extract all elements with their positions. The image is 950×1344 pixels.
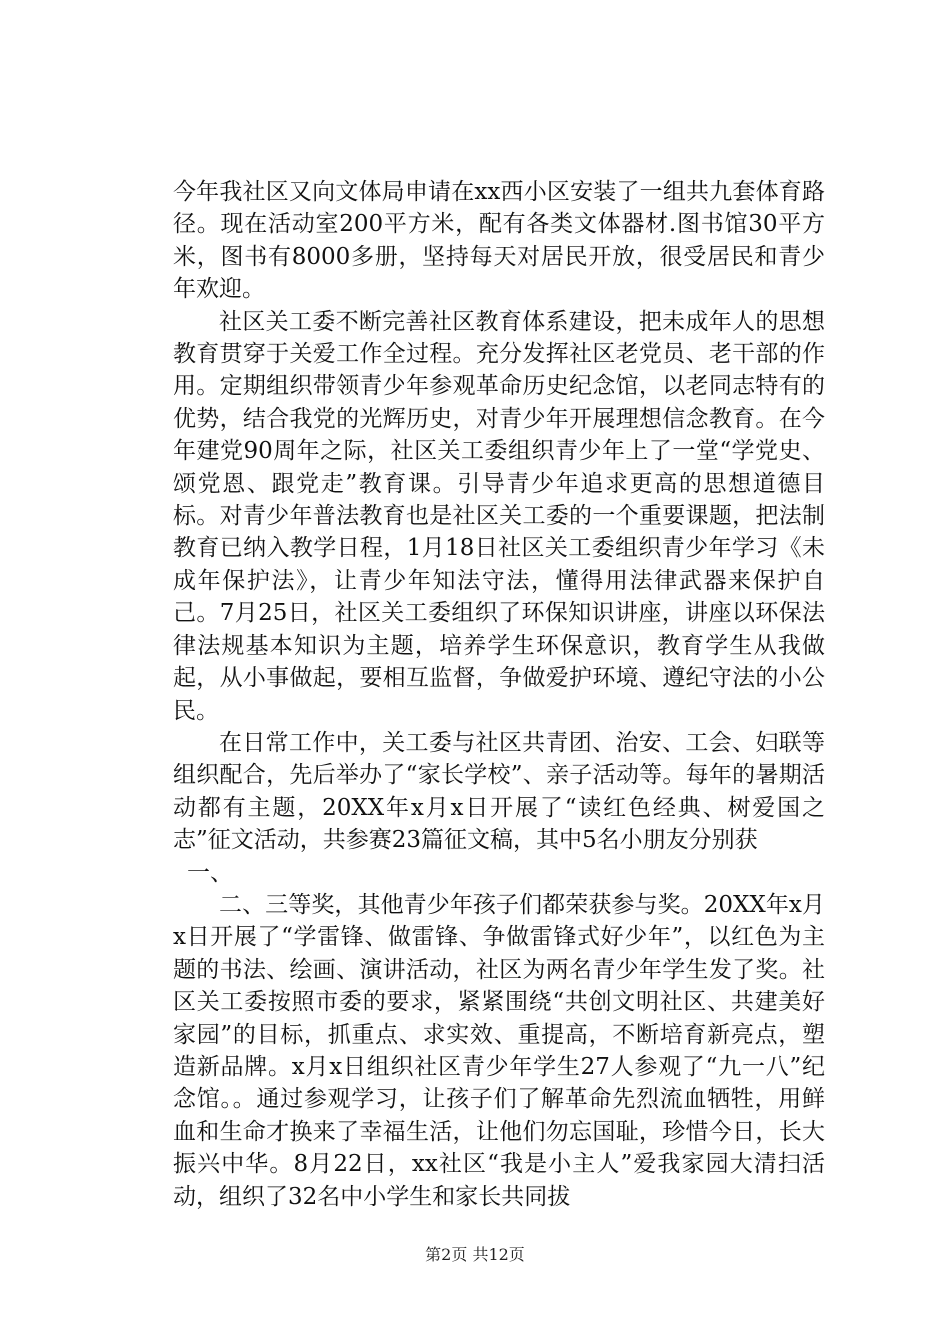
paragraph-2: 社区关工委不断完善社区教育体系建设，把未成年人的思想教育贯穿于关爱工作全过程。充分发挥社区老党员、老干部的作用。定期组织带领青少年参观革命历史纪念馆，以老同志特有的优势，结合我党的光辉历史，对青少年开展理想信念教育。在今年建党90周年之际，社区关工委组织青少年上了一堂“学党史、颂党恩、跟党走”教育课。引导青少年追求更高的思想道德目标。对青少年普法教育也是社区关工委的一个重要课题，把法制教育已纳入教学日程，1月18日社区关工委组织青少年学习《未成年保护法》，让青少年知法守法，懂得用法律武器来保护自己。7月25日，社区关工委组织了环保知识讲座，讲座以环保法律法规基本知识为主题，培养学生环保意识，教育学生从我做起，从小事做起，要相互监督，争做爱护环境、遵纪守法的小公民。 — [173, 308, 825, 724]
body-text — [173, 176, 825, 1213]
paragraph-1: 今年我社区又向文体局申请在xx西小区安装了一组共九套体育路径。现在活动室200平方米，配有各类文体器材.图书馆30平方米，图书有8000多册，坚持每天对居民开放，很受居民和青少年欢迎。 — [173, 179, 825, 303]
paragraph-4: 一、 — [187, 859, 233, 886]
paragraph-3: 在日常工作中，关工委与社区共青团、治安、工会、妇联等组织配合，先后举办了“家长学校”、亲子活动等。每年的暑期活动都有主题，20XX年x月x日开展了“读红色经典、树爱国之志”征文活动，共参赛23篇征文稿，其中5名小朋友分别获 — [173, 729, 825, 854]
page-footer: 第2页 共12页 — [425, 1245, 525, 1264]
paragraph-5: 二、三等奖，其他青少年孩子们都荣获参与奖。20XX年x月x日开展了“学雷锋、做雷锋、争做雷锋式好少年”，以红色为主题的书法、绘画、演讲活动，社区为两名青少年学生发了奖。社区关工委按照市委的要求，紧紧围绕“共创文明社区、共建美好家园”的目标，抓重点、求实效、重提高，不断培育新亮点，塑造新品牌。x月x日组织社区青少年学生27人参观了“九一八”纪念馆。。通过参观学习，让孩子们了解革命先烈流血牺牲，用鲜血和生命才换来了幸福生活，让他们勿忘国耻，珍惜今日，长大振兴中华。8月22日，xx社区“我是小主人”爱我家园大清扫活动，组织了32名中小学生和家长共同拔 — [173, 891, 825, 1210]
